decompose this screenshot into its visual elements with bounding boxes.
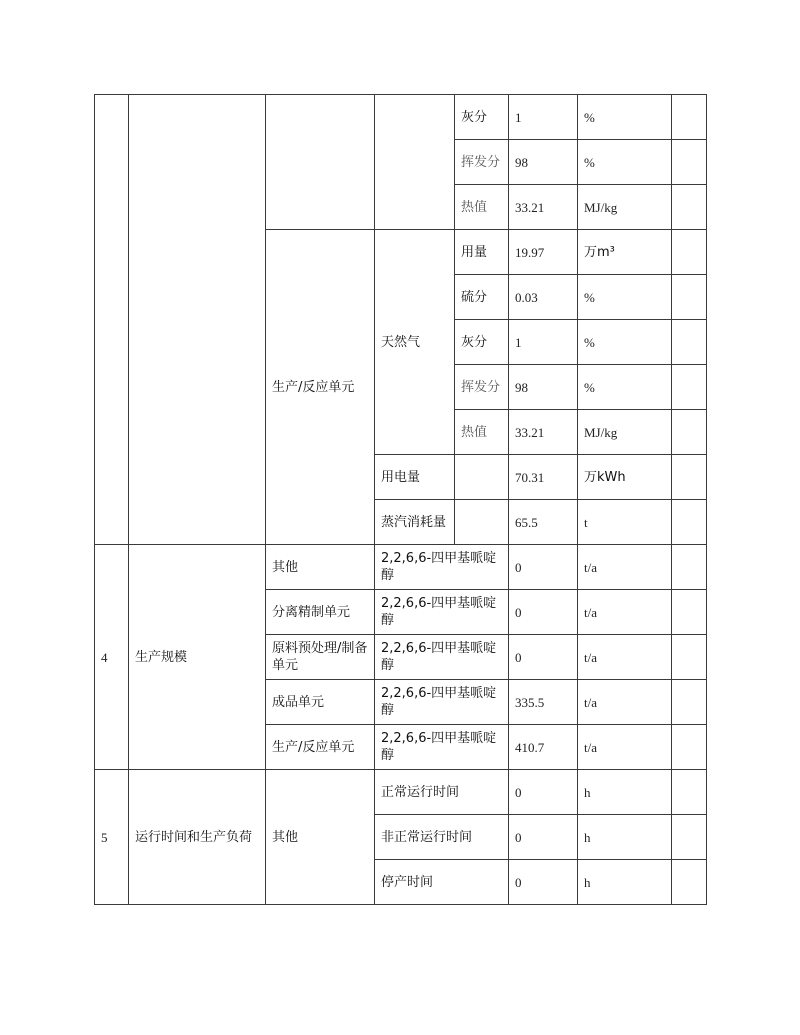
param-unit: % bbox=[578, 95, 672, 140]
time-item-label: 停产时间 bbox=[375, 860, 509, 905]
param-label: 热值 bbox=[455, 185, 509, 230]
unit-name-cell: 其他 bbox=[266, 770, 375, 905]
param-label: 热值 bbox=[455, 410, 509, 455]
production-unit: t/a bbox=[578, 680, 672, 725]
fuel-name-cell: 天然气 bbox=[375, 230, 455, 455]
remark-cell bbox=[672, 545, 707, 590]
production-unit: t/a bbox=[578, 545, 672, 590]
param-label: 挥发分 bbox=[455, 140, 509, 185]
unit-name-cell: 成品单元 bbox=[266, 680, 375, 725]
empty-cell bbox=[455, 455, 509, 500]
product-name-cell: 2,2,6,6-四甲基哌啶醇 bbox=[375, 590, 509, 635]
remark-cell bbox=[672, 860, 707, 905]
param-value: 19.97 bbox=[509, 230, 578, 275]
category-cell-empty bbox=[129, 95, 266, 545]
remark-cell bbox=[672, 770, 707, 815]
electricity-label: 用电量 bbox=[375, 455, 455, 500]
table-row bbox=[95, 770, 707, 815]
table-row bbox=[95, 95, 707, 140]
product-name-cell: 2,2,6,6-四甲基哌啶醇 bbox=[375, 545, 509, 590]
table-row bbox=[95, 545, 707, 590]
section-title: 生产规模 bbox=[129, 545, 266, 770]
remark-cell bbox=[672, 140, 707, 185]
unit-name-cell: 原料预处理/制备单元 bbox=[266, 635, 375, 680]
remark-cell bbox=[672, 455, 707, 500]
param-unit: % bbox=[578, 140, 672, 185]
production-unit: t/a bbox=[578, 725, 672, 770]
section-title: 运行时间和生产负荷 bbox=[129, 770, 266, 905]
steam-value: 65.5 bbox=[509, 500, 578, 545]
section-index: 4 bbox=[95, 545, 129, 770]
param-value: 33.21 bbox=[509, 185, 578, 230]
product-name-cell: 2,2,6,6-四甲基哌啶醇 bbox=[375, 680, 509, 725]
remark-cell bbox=[672, 680, 707, 725]
remark-cell bbox=[672, 320, 707, 365]
remark-cell bbox=[672, 410, 707, 455]
steam-label: 蒸汽消耗量 bbox=[375, 500, 455, 545]
remark-cell bbox=[672, 275, 707, 320]
unit-name-cell: 其他 bbox=[266, 545, 375, 590]
unit-name-cell: 分离精制单元 bbox=[266, 590, 375, 635]
time-value: 0 bbox=[509, 815, 578, 860]
remark-cell bbox=[672, 365, 707, 410]
electricity-value: 70.31 bbox=[509, 455, 578, 500]
remark-cell bbox=[672, 500, 707, 545]
index-cell-empty bbox=[95, 95, 129, 545]
time-value: 0 bbox=[509, 860, 578, 905]
param-label: 用量 bbox=[455, 230, 509, 275]
param-unit: % bbox=[578, 320, 672, 365]
production-value: 335.5 bbox=[509, 680, 578, 725]
param-unit: % bbox=[578, 275, 672, 320]
product-name-cell: 2,2,6,6-四甲基哌啶醇 bbox=[375, 725, 509, 770]
param-value: 1 bbox=[509, 95, 578, 140]
steam-unit: t bbox=[578, 500, 672, 545]
remark-cell bbox=[672, 725, 707, 770]
param-value: 33.21 bbox=[509, 410, 578, 455]
production-value: 0 bbox=[509, 635, 578, 680]
time-item-label: 正常运行时间 bbox=[375, 770, 509, 815]
param-unit: MJ/kg bbox=[578, 185, 672, 230]
param-unit: MJ/kg bbox=[578, 410, 672, 455]
param-value: 0.03 bbox=[509, 275, 578, 320]
remark-cell bbox=[672, 590, 707, 635]
remark-cell bbox=[672, 185, 707, 230]
unit-cell-empty bbox=[266, 95, 375, 230]
production-unit: t/a bbox=[578, 635, 672, 680]
time-unit: h bbox=[578, 860, 672, 905]
production-unit: t/a bbox=[578, 590, 672, 635]
fuel-cell-empty bbox=[375, 95, 455, 230]
production-value: 0 bbox=[509, 590, 578, 635]
production-value: 410.7 bbox=[509, 725, 578, 770]
time-item-label: 非正常运行时间 bbox=[375, 815, 509, 860]
param-value: 98 bbox=[509, 365, 578, 410]
param-unit: % bbox=[578, 365, 672, 410]
param-label: 灰分 bbox=[455, 95, 509, 140]
param-label: 挥发分 bbox=[455, 365, 509, 410]
param-label: 灰分 bbox=[455, 320, 509, 365]
data-table bbox=[94, 94, 707, 905]
unit-name-cell: 生产/反应单元 bbox=[266, 230, 375, 545]
empty-cell bbox=[455, 500, 509, 545]
param-unit: 万m³ bbox=[578, 230, 672, 275]
remark-cell bbox=[672, 815, 707, 860]
section-index: 5 bbox=[95, 770, 129, 905]
param-value: 98 bbox=[509, 140, 578, 185]
remark-cell bbox=[672, 230, 707, 275]
param-value: 1 bbox=[509, 320, 578, 365]
time-value: 0 bbox=[509, 770, 578, 815]
production-value: 0 bbox=[509, 545, 578, 590]
product-name-cell: 2,2,6,6-四甲基哌啶醇 bbox=[375, 635, 509, 680]
unit-name-cell: 生产/反应单元 bbox=[266, 725, 375, 770]
time-unit: h bbox=[578, 815, 672, 860]
remark-cell bbox=[672, 635, 707, 680]
electricity-unit: 万kWh bbox=[578, 455, 672, 500]
remark-cell bbox=[672, 95, 707, 140]
time-unit: h bbox=[578, 770, 672, 815]
param-label: 硫分 bbox=[455, 275, 509, 320]
